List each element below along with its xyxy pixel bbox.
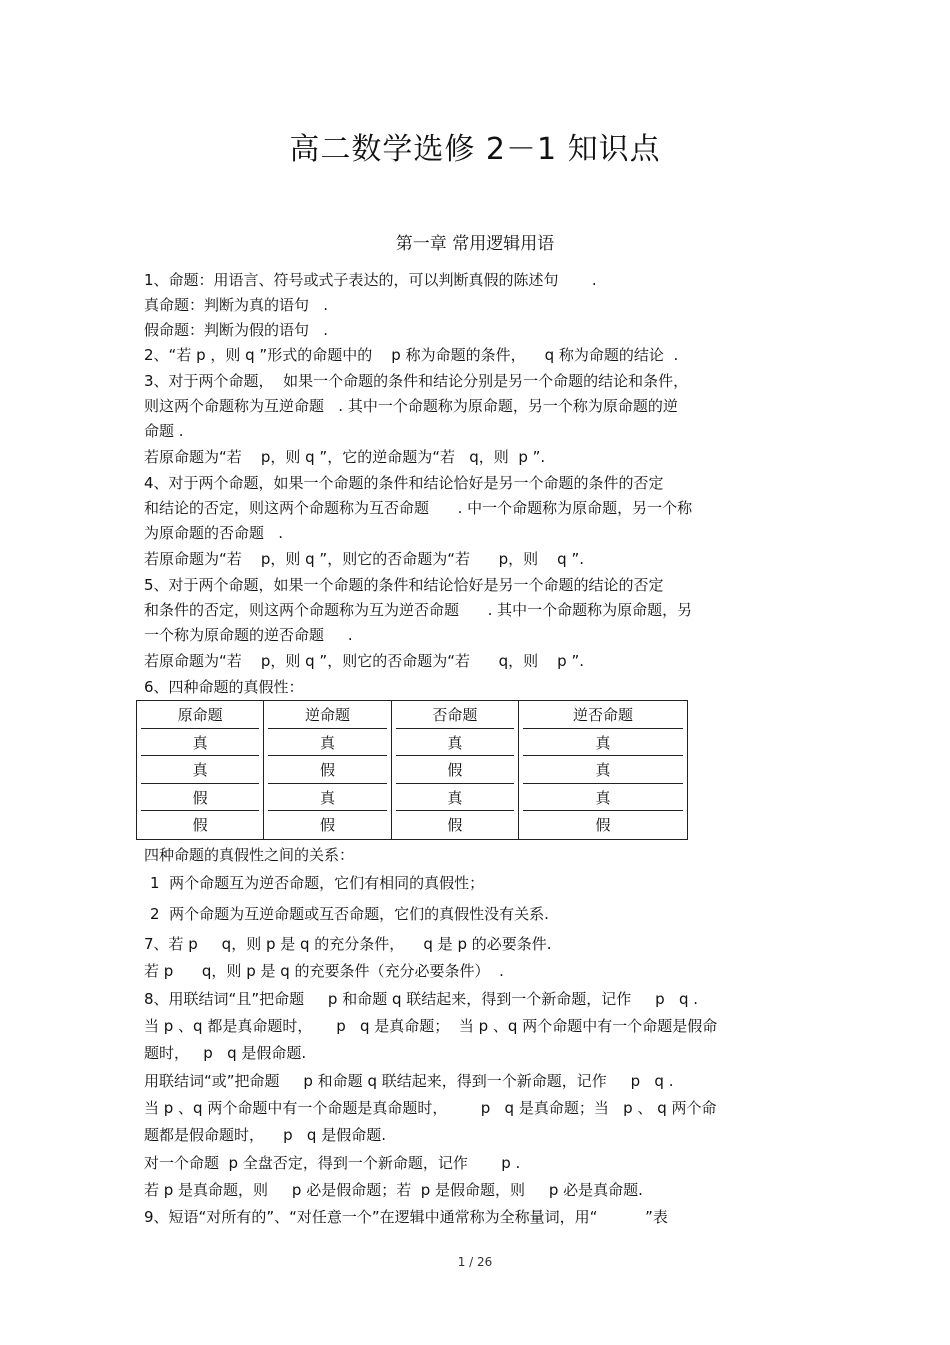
table-row	[137, 784, 688, 812]
text-line: 一个称为原命题的逆否命题 .	[144, 626, 353, 644]
table-header-cell: 原命题	[137, 701, 264, 729]
text-line: 当 p 、q 两个命题中有一个命题是真命题时， p q 是真命题；当 p 、 q 两个命	[144, 1099, 717, 1117]
document-title: 高二数学选修 2－1 知识点	[289, 132, 661, 167]
table-cell: 假	[391, 756, 518, 784]
table-cell: 真	[137, 729, 264, 757]
text-line: 若原命题为“若 p，则 q ”，则它的否命题为“若 q，则 p ”.	[144, 652, 584, 670]
text-line: 对一个命题 p 全盘否定，得到一个新命题，记作 p .	[144, 1154, 521, 1172]
text-line: 假命题：判断为假的语句 .	[144, 321, 329, 339]
text-line: 7、若 p q，则 p 是 q 的充分条件， q 是 p 的必要条件.	[144, 935, 552, 953]
text-line: 1、命题：用语言、符号或式子表达的，可以判断真假的陈述句 .	[144, 271, 597, 289]
table-cell: 真	[519, 784, 688, 812]
text-line: 5、对于两个命题，如果一个命题的条件和结论恰好是另一个命题的结论的否定	[144, 576, 664, 594]
text-line: 和结论的否定，则这两个命题称为互否命题 . 中一个命题称为原命题，另一个称	[144, 499, 693, 517]
table-cell: 真	[391, 729, 518, 757]
text-line: 6、四种命题的真假性：	[144, 678, 304, 696]
text-line: 若 p 是真命题，则 p 必是假命题；若 p 是假命题，则 p 必是真命题.	[144, 1181, 643, 1199]
text-line: 用联结词“或”把命题 p 和命题 q 联结起来，得到一个新命题，记作 p q .	[144, 1072, 674, 1090]
chapter-heading: 第一章 常用逻辑用语	[395, 234, 555, 254]
text-line: 2、“若 p ，则 q ”形式的命题中的 p 称为命题的条件， q 称为命题的结论 .	[144, 346, 679, 364]
text-line: 若原命题为“若 p，则 q ”，则它的否命题为“若 p，则 q ”.	[144, 550, 584, 568]
text-line: 若 p q，则 p 是 q 的充要条件（充分必要条件） .	[144, 962, 504, 980]
text-line: 真命题：判断为真的语句 .	[144, 296, 329, 314]
table-header-cell: 逆命题	[264, 701, 391, 729]
text-line: 当 p 、q 都是真命题时， p q 是真命题； 当 p 、q 两个命题中有一个命题是假命	[144, 1017, 718, 1035]
table-cell: 假	[137, 784, 264, 812]
truth-table	[136, 700, 688, 840]
text-line: 9、短语“对所有的”、“对任意一个”在逻辑中通常称为全称量词，用“ ”表	[144, 1208, 668, 1226]
table-cell: 真	[519, 729, 688, 757]
relation-item: 1 两个命题互为逆否命题，它们有相同的真假性；	[150, 874, 485, 892]
relation-title: 四种命题的真假性之间的关系：	[144, 846, 355, 864]
text-line: 则这两个命题称为互逆命题 . 其中一个命题称为原命题，另一个称为原命题的逆	[144, 397, 678, 415]
page-indicator: 1 / 26	[457, 1255, 493, 1269]
text-line: 为原命题的否命题 .	[144, 524, 284, 542]
text-line: 和条件的否定，则这两个命题称为互为逆否命题 . 其中一个命题称为原命题，另	[144, 601, 693, 619]
table-cell: 假	[519, 811, 688, 839]
text-line: 命题 .	[144, 422, 184, 440]
table-header-row	[137, 701, 688, 729]
table-cell: 真	[264, 729, 391, 757]
text-line: 若原命题为“若 p，则 q ”，它的逆命题为“若 q，则 p ”.	[144, 448, 546, 466]
table-cell: 真	[137, 756, 264, 784]
table-row	[137, 756, 688, 784]
table-cell: 真	[391, 784, 518, 812]
table-cell: 真	[519, 756, 688, 784]
table-cell: 真	[264, 784, 391, 812]
table-cell: 假	[264, 756, 391, 784]
text-line: 3、对于两个命题， 如果一个命题的条件和结论分别是另一个命题的结论和条件，	[144, 372, 689, 390]
table-row	[137, 729, 688, 757]
text-line: 8、用联结词“且”把命题 p 和命题 q 联结起来，得到一个新命题，记作 p q .	[144, 990, 698, 1008]
table-header-cell: 否命题	[391, 701, 518, 729]
text-line: 4、对于两个命题，如果一个命题的条件和结论恰好是另一个命题的条件的否定	[144, 474, 664, 492]
table-cell: 假	[264, 811, 391, 839]
table-cell: 假	[192, 816, 208, 835]
text-line: 题都是假命题时， p q 是假命题.	[144, 1126, 386, 1144]
table-cell: 假	[391, 811, 518, 839]
table-row	[137, 811, 688, 839]
text-line: 题时， p q 是假命题.	[144, 1044, 307, 1062]
relation-item: 2 两个命题为互逆命题或互否命题，它们的真假性没有关系.	[150, 905, 549, 923]
table-header-cell: 逆否命题	[519, 701, 688, 729]
